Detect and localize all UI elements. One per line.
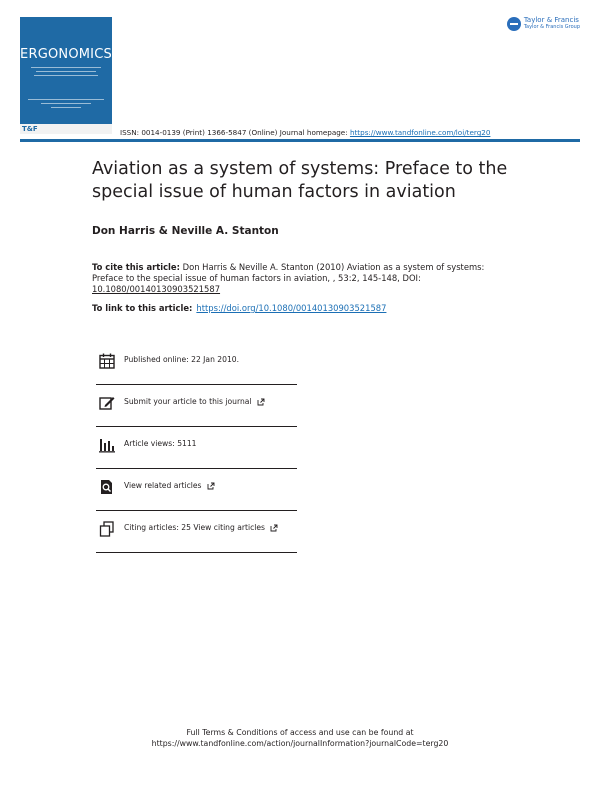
article-doi-link[interactable]: https://doi.org/10.1080/00140130903521587	[196, 303, 387, 313]
citation-block	[92, 262, 492, 295]
header-divider	[20, 139, 580, 142]
search-document-icon	[99, 479, 115, 495]
footer-terms-text: Full Terms & Conditions of access and use can be found at	[186, 728, 414, 737]
submit-article-link[interactable]: Submit your article to this journal	[124, 397, 252, 406]
article-info-list	[96, 343, 297, 553]
publisher-subline: Taylor & Francis Group	[523, 24, 580, 30]
calendar-icon	[99, 353, 115, 369]
cover-decoration	[26, 67, 106, 79]
publisher-logo	[507, 17, 580, 31]
issn-text: ISSN: 0014-0139 (Print) 1366-5847 (Online) Journal homepage:	[120, 128, 350, 137]
article-link-label: To link to this article:	[92, 303, 193, 313]
info-item-published	[96, 343, 297, 385]
info-item-views	[96, 427, 297, 469]
journal-cover-title: ERGONOMICS	[20, 47, 112, 62]
external-link-icon	[207, 482, 215, 490]
info-item-submit[interactable]	[96, 385, 297, 427]
publisher-name: Taylor & Francis	[523, 16, 579, 24]
citation-text: Don Harris & Neville A. Stanton (2010) Aviation as a system of systems: Preface to the special issue of human factors in aviation, , 53:2, 145-148, DOI:	[92, 262, 485, 283]
bar-chart-icon	[99, 437, 115, 453]
article-title: Aviation as a system of systems: Preface to the special issue of human factors in aviation	[92, 159, 508, 202]
published-date-text: Published online: 22 Jan 2010.	[124, 355, 240, 364]
info-item-citing[interactable]	[96, 511, 297, 553]
citation-doi-link[interactable]: 10.1080/00140130903521587	[92, 284, 221, 294]
cover-footer	[20, 124, 112, 134]
edit-icon	[99, 395, 115, 411]
cover-decoration-lower	[26, 99, 106, 111]
footer-terms-link[interactable]: https://www.tandfonline.com/action/journalInformation?journalCode=terg20	[151, 739, 449, 748]
page-footer	[0, 727, 600, 749]
taylor-francis-logo-icon	[507, 17, 521, 31]
cover-publisher-badge: T&F	[22, 125, 38, 133]
external-link-icon	[270, 524, 278, 532]
view-related-articles-link[interactable]: View related articles	[124, 481, 202, 490]
citation-label: To cite this article:	[92, 262, 180, 272]
issn-line	[120, 128, 490, 137]
copy-icon	[99, 521, 115, 537]
article-views-text: Article views: 5111	[124, 439, 197, 448]
citing-articles-link[interactable]: Citing articles: 25 View citing articles	[124, 523, 265, 532]
journal-homepage-link[interactable]: https://www.tandfonline.com/loi/terg20	[349, 128, 491, 137]
info-item-related[interactable]	[96, 469, 297, 511]
article-link-block	[92, 303, 386, 313]
article-authors: Don Harris & Neville A. Stanton	[92, 225, 279, 237]
journal-cover-image	[20, 17, 112, 134]
external-link-icon	[257, 398, 265, 406]
